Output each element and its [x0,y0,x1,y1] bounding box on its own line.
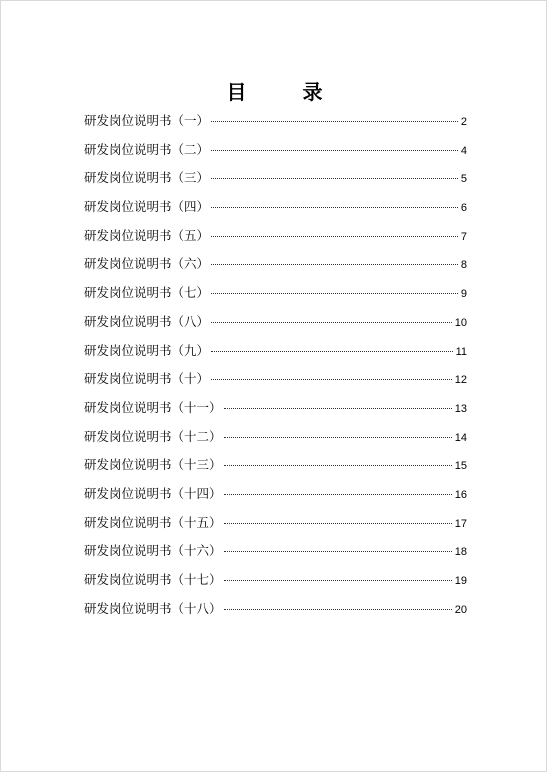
toc-entry[interactable] [84,254,467,283]
toc-dot-leader [211,264,458,265]
toc-entry-label: 研发岗位说明书（十三） [84,457,222,473]
toc-dot-leader [211,293,458,294]
toc-entry-page-number: 8 [460,259,467,272]
toc-entry[interactable] [84,312,467,341]
toc-entry[interactable] [84,541,467,570]
toc-entry-label: 研发岗位说明书（二） [84,141,210,157]
toc-entry-label: 研发岗位说明书（十二） [84,428,222,444]
toc-dot-leader [211,379,452,380]
toc-entry[interactable] [84,427,467,456]
toc-entry-page-number: 20 [454,603,467,616]
toc-entry-page-number: 12 [454,374,467,387]
toc-entry-label: 研发岗位说明书（十） [84,371,210,387]
toc-entry[interactable] [84,226,467,255]
toc-entry-page-number: 17 [454,517,467,530]
toc-entry-label: 研发岗位说明书（十七） [84,572,222,587]
toc-dot-leader [224,523,452,524]
toc-entry-label: 研发岗位说明书（五） [84,227,210,243]
toc-entry[interactable] [84,599,467,628]
toc-dot-leader [211,178,458,179]
toc-entry-label: 研发岗位说明书（十八） [84,600,222,616]
toc-dot-leader [211,236,458,237]
toc-dot-leader [224,494,452,495]
toc-entry[interactable] [84,455,467,484]
toc-entry[interactable] [84,111,467,140]
toc-dot-leader [224,551,452,552]
toc-entry-page-number: 5 [460,173,467,186]
toc-entry-label: 研发岗位说明书（一） [84,113,210,128]
toc-entry-page-number: 19 [454,575,467,587]
toc-entry[interactable] [84,168,467,197]
toc-entry-label: 研发岗位说明书（十四） [84,485,222,501]
toc-entry-page-number: 7 [460,230,467,243]
toc-dot-leader [224,408,452,409]
toc-entry[interactable] [84,369,467,398]
toc-dot-leader [211,150,458,151]
toc-entry-page-number: 11 [455,345,467,358]
toc-entry-label: 研发岗位说明书（七） [84,285,210,301]
toc-entry[interactable] [84,513,467,542]
toc-entry-page-number: 2 [460,116,467,128]
toc-entry[interactable] [84,484,467,513]
toc-entry[interactable] [84,398,467,427]
toc-entry-page-number: 4 [460,144,467,157]
toc-dot-leader [211,121,458,122]
toc-entry-label: 研发岗位说明书（八） [84,313,210,329]
toc-dot-leader [224,437,452,438]
toc-entry-page-number: 13 [454,402,467,415]
toc-list [84,111,467,627]
toc-entry-label: 研发岗位说明书（三） [84,170,210,186]
toc-entry-label: 研发岗位说明书（四） [84,199,210,215]
toc-entry-page-number: 9 [460,288,467,301]
toc-entry-label: 研发岗位说明书（九） [84,342,210,358]
toc-dot-leader [224,580,452,581]
toc-entry-page-number: 18 [454,546,467,559]
toc-entry-page-number: 16 [454,488,467,501]
toc-entry-page-number: 10 [454,316,467,329]
toc-title: 目 录 [226,80,341,104]
toc-entry-page-number: 6 [460,202,467,215]
toc-entry-page-number: 14 [454,431,467,444]
toc-dot-leader [211,322,452,323]
toc-entry[interactable] [84,140,467,169]
toc-entry-page-number: 15 [454,460,467,473]
toc-dot-leader [224,465,452,466]
toc-entry-label: 研发岗位说明书（十六） [84,543,222,559]
toc-dot-leader [211,351,453,352]
toc-entry[interactable] [84,570,467,599]
toc-dot-leader [224,609,452,610]
toc-entry-label: 研发岗位说明书（十一） [84,399,222,415]
toc-entry[interactable] [84,341,467,370]
toc-entry[interactable] [84,283,467,312]
toc-entry[interactable] [84,197,467,226]
toc-entry-label: 研发岗位说明书（六） [84,256,210,272]
toc-dot-leader [211,207,458,208]
toc-entry-label: 研发岗位说明书（十五） [84,514,222,530]
